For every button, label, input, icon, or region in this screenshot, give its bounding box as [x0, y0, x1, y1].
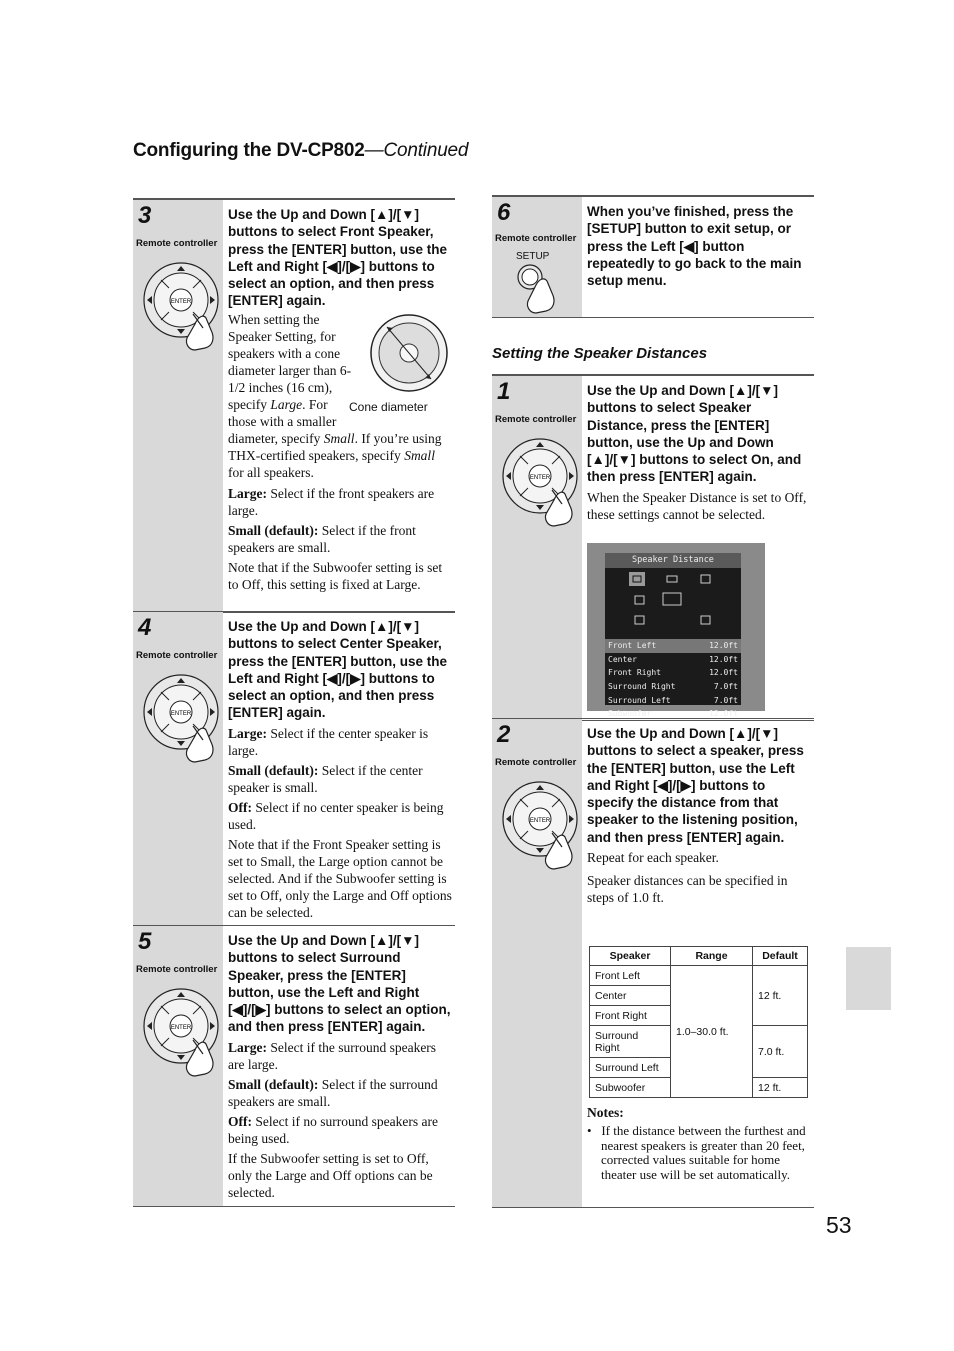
small-text: Select if the surround speakers are small. — [228, 1076, 438, 1109]
large-term: Large: — [228, 485, 267, 501]
step-6-text — [587, 203, 812, 289]
step-3 — [133, 198, 455, 613]
table-cell-default: 7.0 ft. — [753, 1026, 808, 1078]
small-term: Small (default): — [228, 522, 319, 538]
large-term: Large: — [228, 1039, 267, 1055]
step-number: 4 — [138, 614, 152, 641]
speaker-cone-icon — [361, 311, 453, 399]
distance-step-1-text — [587, 382, 812, 523]
osd-title: Speaker Distance — [605, 553, 741, 568]
note-text: If the distance between the furthest and nearest speakers is greater than 20 feet, corrected values suitable for home theater use will be set automatically. — [601, 1123, 806, 1182]
remote-label: Remote controller — [495, 757, 577, 768]
remote-enter-icon — [138, 262, 228, 354]
speaker-distance-table — [589, 946, 808, 1098]
cone-figure — [349, 311, 453, 417]
step-heading: Use the Up and Down [▲]/[▼] buttons to select Front Speaker, press the [ENTER] button, use the Left and Right [◀]/[▶] buttons to select an option, and then press [ENTER] again. — [228, 207, 448, 309]
table-cell: Center — [590, 986, 671, 1006]
step-number: 2 — [497, 721, 511, 748]
table-header: Range — [671, 947, 753, 966]
enter-label: ENTER — [529, 818, 551, 824]
off-text: Select if no surround speakers are being used. — [228, 1113, 438, 1146]
page-number: 53 — [826, 1212, 852, 1238]
setup-button-icon — [514, 263, 574, 319]
osd-row-name: Front Right — [608, 668, 661, 678]
remote-label: Remote controller — [495, 233, 577, 244]
step-note: Note that if the Subwoofer setting is set to Off, this setting is fixed at Large. — [228, 559, 443, 592]
step-number: 1 — [497, 378, 511, 405]
step-body — [228, 1039, 453, 1201]
enter-label: ENTER — [170, 1025, 192, 1031]
distance-step-1-sidebar — [492, 376, 582, 720]
osd-row-name: Subwoofer — [608, 709, 652, 719]
remote-label: Remote controller — [136, 238, 218, 249]
notes-title: Notes: — [587, 1105, 624, 1120]
osd-rows — [605, 639, 741, 721]
notes — [587, 1105, 813, 1182]
table-row — [590, 966, 808, 986]
remote-enter-icon — [138, 988, 228, 1080]
table-cell: Subwoofer — [590, 1078, 671, 1098]
osd-row-value: 12.0ft — [709, 709, 738, 719]
step-heading: When you’ve finished, press the [SETUP] button to exit setup, or press the Left [◀] button repeatedly to go back to the main setup menu. — [587, 204, 802, 289]
osd-row-value: 12.0ft — [709, 654, 738, 664]
osd-panel — [605, 553, 741, 719]
remote-label: Remote controller — [136, 650, 218, 661]
step-heading: Use the Up and Down [▲]/[▼] buttons to select a speaker, press the [ENTER] button, use the Left and Right [◀]/[▶] buttons to specify the distance from that speaker to the listening position, and then press [ENTER] again. — [587, 726, 804, 845]
step-note: If the Subwoofer setting is set to Off, only the Large and Off options can be selected. — [228, 1150, 433, 1200]
table-cell: Front Left — [590, 966, 671, 986]
step-6 — [492, 195, 814, 318]
table-cell: Surround Right — [590, 1026, 671, 1058]
step-note: Repeat for each speaker. — [587, 850, 719, 866]
speaker-layout-icons — [605, 568, 741, 638]
large-text: Select if the center speaker is large. — [228, 725, 429, 758]
setup-label: SETUP — [516, 251, 550, 262]
remote-enter-icon — [497, 438, 587, 530]
table-header-row — [590, 947, 808, 966]
osd-row[interactable] — [605, 694, 741, 708]
osd-row-name: Center — [608, 654, 637, 664]
osd-row-value: 7.0ft — [713, 695, 738, 705]
table-header: Speaker — [590, 947, 671, 966]
step-number: 3 — [138, 202, 152, 229]
enter-label: ENTER — [170, 711, 192, 717]
table-cell-default: 12 ft. — [753, 1078, 808, 1098]
table-cell: Front Right — [590, 1006, 671, 1026]
step-note: When the Speaker Distance is set to Off, these settings cannot be selected. — [587, 489, 807, 522]
osd-row-value: 7.0ft — [713, 682, 738, 692]
step-body — [228, 725, 453, 921]
table-cell-range: 1.0–30.0 ft. — [671, 966, 753, 1098]
intro-large: Large — [270, 396, 303, 412]
section-heading: Setting the Speaker Distances — [492, 345, 708, 362]
intro-b: . For those with a smaller diameter, specify — [228, 396, 337, 446]
page-title — [133, 140, 468, 162]
large-text: Select if the front speakers are large. — [228, 485, 435, 518]
large-text: Select if the surround speakers are large. — [228, 1039, 437, 1072]
enter-label: ENTER — [529, 475, 551, 481]
osd-row[interactable] — [605, 666, 741, 680]
step-4 — [133, 611, 455, 926]
step-number: 6 — [497, 199, 511, 226]
step-note: Note that if the Front Speaker setting is set to Small, the Large option cannot be selected. And if the Subwoofer setting is set to Off, only the Large and Off options can be selected. — [228, 836, 452, 920]
table-cell: Surround Left — [590, 1058, 671, 1078]
off-term: Off: — [228, 799, 252, 815]
osd-row[interactable] — [605, 680, 741, 694]
step-body — [587, 849, 812, 906]
small-term: Small (default): — [228, 762, 319, 778]
note-item: • If the distance between the furthest and nearest speakers is greater than 20 feet, corrected values suitable for home theater use will be set automatically. — [587, 1123, 806, 1182]
intro-a: When setting the Speaker Setting, for speakers with a cone diameter larger than 6-1/2 inches (16 cm), specify — [228, 311, 352, 412]
step-note: Speaker distances can be specified in steps of 1.0 ft. — [587, 873, 788, 906]
osd-row-name: Surround Right — [608, 682, 676, 692]
step-number: 5 — [138, 928, 152, 955]
osd-row-value: 12.0ft — [709, 668, 738, 678]
osd-row[interactable] — [605, 653, 741, 667]
title-main: Configuring the DV-CP802 — [133, 140, 365, 161]
off-text: Select if no center speaker is being used. — [228, 799, 444, 832]
enter-label: ENTER — [170, 299, 192, 305]
osd-row-name: Front Left — [608, 641, 657, 650]
cone-diameter-label: Cone diameter — [349, 399, 428, 414]
distance-step-2-text — [587, 725, 812, 906]
remote-enter-icon — [138, 674, 228, 766]
intro-c: . If you’re using THX-certified speakers, specify — [228, 430, 442, 463]
intro-d: for all speakers. — [228, 464, 314, 480]
title-continued: —Continued — [364, 140, 469, 161]
step-5 — [133, 925, 455, 1207]
large-term: Large: — [228, 725, 267, 741]
osd-row-name: Surround Left — [608, 695, 671, 705]
intro-small: Small — [323, 430, 355, 446]
step-3-text — [228, 206, 453, 593]
remote-label: Remote controller — [495, 414, 577, 425]
section-tab-marker — [846, 947, 891, 1010]
table-header: Default — [753, 947, 808, 966]
step-4-text — [228, 618, 453, 921]
step-body — [228, 311, 453, 593]
speaker-distance-screen — [587, 543, 765, 719]
step-heading: Use the Up and Down [▲]/[▼] buttons to select Center Speaker, press the [ENTER] button, use the Left and Right [◀]/[▶] buttons to select an option, and then press [ENTER] again. — [228, 619, 448, 721]
remote-enter-icon — [497, 781, 587, 873]
step-5-text — [228, 932, 453, 1201]
off-term: Off: — [228, 1113, 252, 1129]
osd-row-value: 12.0ft — [709, 641, 738, 650]
osd-row[interactable] — [605, 639, 741, 653]
small-text: Select if the center speaker is small. — [228, 762, 423, 795]
step-heading: Use the Up and Down [▲]/[▼] buttons to select Speaker Distance, press the [ENTER] button, use the Up and Down [▲]/[▼] buttons to select On, and then press [ENTER] again. — [587, 383, 802, 485]
step-heading: Use the Up and Down [▲]/[▼] buttons to select Surround Speaker, press the [ENTER] button, use the Left and Right [◀]/[▶] buttons to select an option, and then press [ENTER] again. — [228, 933, 451, 1035]
small-text: Select if the front speakers are small. — [228, 522, 416, 555]
small-term: Small (default): — [228, 1076, 319, 1092]
remote-label: Remote controller — [136, 964, 218, 975]
table-cell-default: 12 ft. — [753, 966, 808, 1026]
step-body — [587, 489, 812, 523]
intro-small-2: Small — [404, 447, 435, 463]
